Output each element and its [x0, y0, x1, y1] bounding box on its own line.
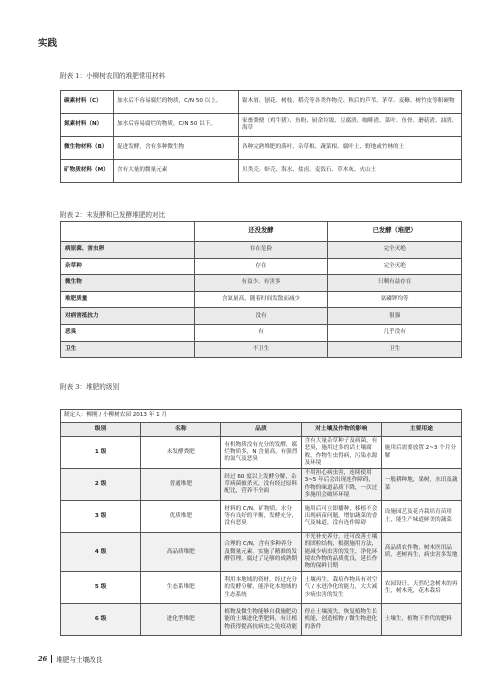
grade-effect: 含有大量杂草种子及病菌，有恶臭，施用过多的话土壤腐败，作物生虫得病，污染水源及环境 — [301, 437, 381, 469]
material-examples: 贝类壳、虾壳、海水、盐卤、麦饭石、草木灰、火山土 — [239, 160, 462, 183]
table-row — [61, 114, 462, 137]
table-row — [61, 160, 462, 183]
table3-caption: 附表 3：堆肥的级别 — [60, 383, 120, 391]
table-cell: 没有 — [194, 308, 328, 325]
table-row — [61, 501, 462, 533]
grade-usage: 土壤生，植物下世代的肥料 — [381, 604, 461, 636]
column-header: 主要用途 — [381, 423, 461, 437]
table-cell: 有 — [194, 324, 328, 341]
table-row — [61, 137, 462, 160]
grade-quality: 有机物质没有充分的发酵，腐烂物质多，N 含量高，有强烈的氮气及恶臭 — [221, 437, 301, 469]
material-name: 矿物质材料（M） — [61, 160, 114, 183]
table-row — [61, 572, 462, 604]
table-cell: 完全灭绝 — [328, 242, 462, 259]
grade-quality: 利用本地域的资材，经过充分的发酵分解，能净化本地域的生态系统 — [221, 572, 301, 604]
table-row — [61, 91, 462, 114]
material-desc: 加水后容易腐烂的物质，C/N 50 以下。 — [114, 114, 239, 137]
material-name: 碳素材料（C） — [61, 91, 114, 114]
table-cell: 只剩有益存在 — [328, 275, 462, 292]
grade-level: 5 级 — [61, 572, 141, 604]
table-row — [61, 258, 462, 275]
grade-effect: 不光补充养分，还可改善土壤的团粒结构，根据施用方法，能减少病虫害的发生，净化环境农作物的品质优良，延长作物的保鲜日期 — [301, 533, 381, 572]
table-row — [61, 324, 462, 341]
grade-name: 进化型堆肥 — [141, 604, 221, 636]
table-row — [61, 291, 462, 308]
table-cell: 氨磷钾均等 — [328, 291, 462, 308]
table-cell: 存在 — [194, 258, 328, 275]
table-row — [61, 308, 462, 325]
grade-table — [60, 409, 462, 636]
grade-effect: 停止土壤流失，恢复植物生长机能，创造植物 / 微生物进化的条件 — [301, 604, 381, 636]
grade-usage: 一般耕种地，果树，水田及蔬菜 — [381, 469, 461, 501]
grade-name: 优质堆肥 — [141, 501, 221, 533]
material-desc: 加水后不容易腐烂的物质，C/N 50 以上。 — [114, 91, 239, 114]
column-header: 对土壤及作物的影响 — [301, 423, 381, 437]
table-cell: 几乎没有 — [328, 324, 462, 341]
table-cell: 有益少、有害多 — [194, 275, 328, 292]
table-row — [61, 341, 462, 358]
table-row — [61, 533, 462, 572]
column-header: 名称 — [141, 423, 221, 437]
row-label: 微生物 — [61, 275, 195, 292]
column-header: 品质 — [221, 423, 301, 437]
grade-level: 6 级 — [61, 604, 141, 636]
table-row — [61, 604, 462, 636]
material-examples: 各种完熟堆肥的落叶、杂草根、蔬菜根、腐叶土、野地或竹林的土 — [239, 137, 462, 160]
grade-level: 4 级 — [61, 533, 141, 572]
material-desc: 含有大量的微量元素 — [114, 160, 239, 183]
table-row — [61, 242, 462, 259]
page-footer — [38, 654, 102, 664]
grade-usage: 高品质农作物，树木医用品质，老树再生，病虫害多发地 — [381, 533, 461, 572]
table-cell: 卫生 — [328, 341, 462, 358]
grade-name: 未发酵粪肥 — [141, 437, 221, 469]
column-header: 已发酵（堆肥） — [328, 222, 462, 242]
table-cell: 存在危险 — [194, 242, 328, 259]
table-cell: 不卫生 — [194, 341, 328, 358]
table1-caption: 附表 1：小柳树农园的堆肥常用材料 — [60, 72, 166, 80]
grade-effect: 施用后可立即播种，移植不会出现病苗问题，增加蔬菜的香气及味道，没有连作障碍 — [301, 501, 381, 533]
row-label: 对病害抵抗力 — [61, 308, 195, 325]
footer-title: 堆肥与土壤改良 — [56, 656, 103, 664]
table-cell: 很强 — [328, 308, 462, 325]
material-name: 微生物材料（B） — [61, 137, 114, 160]
table-row — [61, 469, 462, 501]
row-label: 卫生 — [61, 341, 195, 358]
comparison-table — [60, 221, 462, 358]
column-header: 还没发酵 — [194, 222, 328, 242]
material-name: 氮素材料（N） — [61, 114, 114, 137]
page-number: 26 — [38, 655, 48, 663]
material-examples: 锯木屑、刨花、树枝、稻壳等各类作物壳、秋后的芦苇、茅草、麦糠、树竹皮等粗硬物 — [239, 91, 462, 114]
material-examples: 家畜粪便（鸡牛猪）、鱼粉、厨余垃圾、豆腐渣、咖啡渣、菜叶、鱼骨、蘑菇渣、油渣、海草 — [239, 114, 462, 137]
grade-name: 高品质堆肥 — [141, 533, 221, 572]
grade-usage: 设施园艺及花卉栽培育苗用土，能生产味道鲜美的蔬菜 — [381, 501, 461, 533]
table-cell: 含氮量高，随着时间发散而减少 — [194, 291, 328, 308]
row-label: 堆肥质量 — [61, 291, 195, 308]
grade-effect: 土壤再生，栽培作物具有对空气 / 水进净化的能力，大大减少病虫害的发生 — [301, 572, 381, 604]
footer-divider — [51, 655, 52, 663]
materials-table — [60, 90, 462, 183]
grade-quality: 材料的 C/N、矿物质、水分等有良好的平衡，发酵充分，没有恶臭 — [221, 501, 301, 533]
grade-level: 1 级 — [61, 437, 141, 469]
grade-usage: 施用后需要放置 2~3 个月分解 — [381, 437, 461, 469]
row-label: 病原菌、害虫卵 — [61, 242, 195, 259]
grade-name: 生态系堆肥 — [141, 572, 221, 604]
table-row — [61, 437, 462, 469]
grade-quality: 植物及微生物能够自我施肥功能的土壤进化型肥料，有让植物获得提高抗病虫之免疫功能 — [221, 604, 301, 636]
table-row — [61, 275, 462, 292]
section-title: 实践 — [38, 38, 58, 49]
grade-quality: 经过 60 度以上发酵分解，杂草病菌被杀灭，没有经过原料配比，营养不全面 — [221, 469, 301, 501]
grade-effect: 不用担心病虫害，连续使用 3~5 年后会出现连作障碍，作物的味道品质下降，一次过多施用会破坏环境 — [301, 469, 381, 501]
grade-level: 3 级 — [61, 501, 141, 533]
row-label: 恶臭 — [61, 324, 195, 341]
column-header — [61, 222, 195, 242]
row-label: 杂草种 — [61, 258, 195, 275]
material-desc: 促进发酵，含有多种微生物 — [114, 137, 239, 160]
grade-usage: 农园设计，天然纪念树木的再生，树木苑，花木栽培 — [381, 572, 461, 604]
grade-quality: 合理的 C/N，含有多种养分及微量元素。实施了精准的发酵管理，腐过了足够的成熟期 — [221, 533, 301, 572]
column-header: 级别 — [61, 423, 141, 437]
grade-name: 普通堆肥 — [141, 469, 221, 501]
table-cell: 完全灭绝 — [328, 258, 462, 275]
table2-caption: 附表 2：未发酵和已发酵堆肥的对比 — [60, 211, 166, 219]
table3-note: 制定人：柳刚 / 小柳树农园 2013 年 1 月 — [61, 410, 462, 423]
grade-level: 2 级 — [61, 469, 141, 501]
